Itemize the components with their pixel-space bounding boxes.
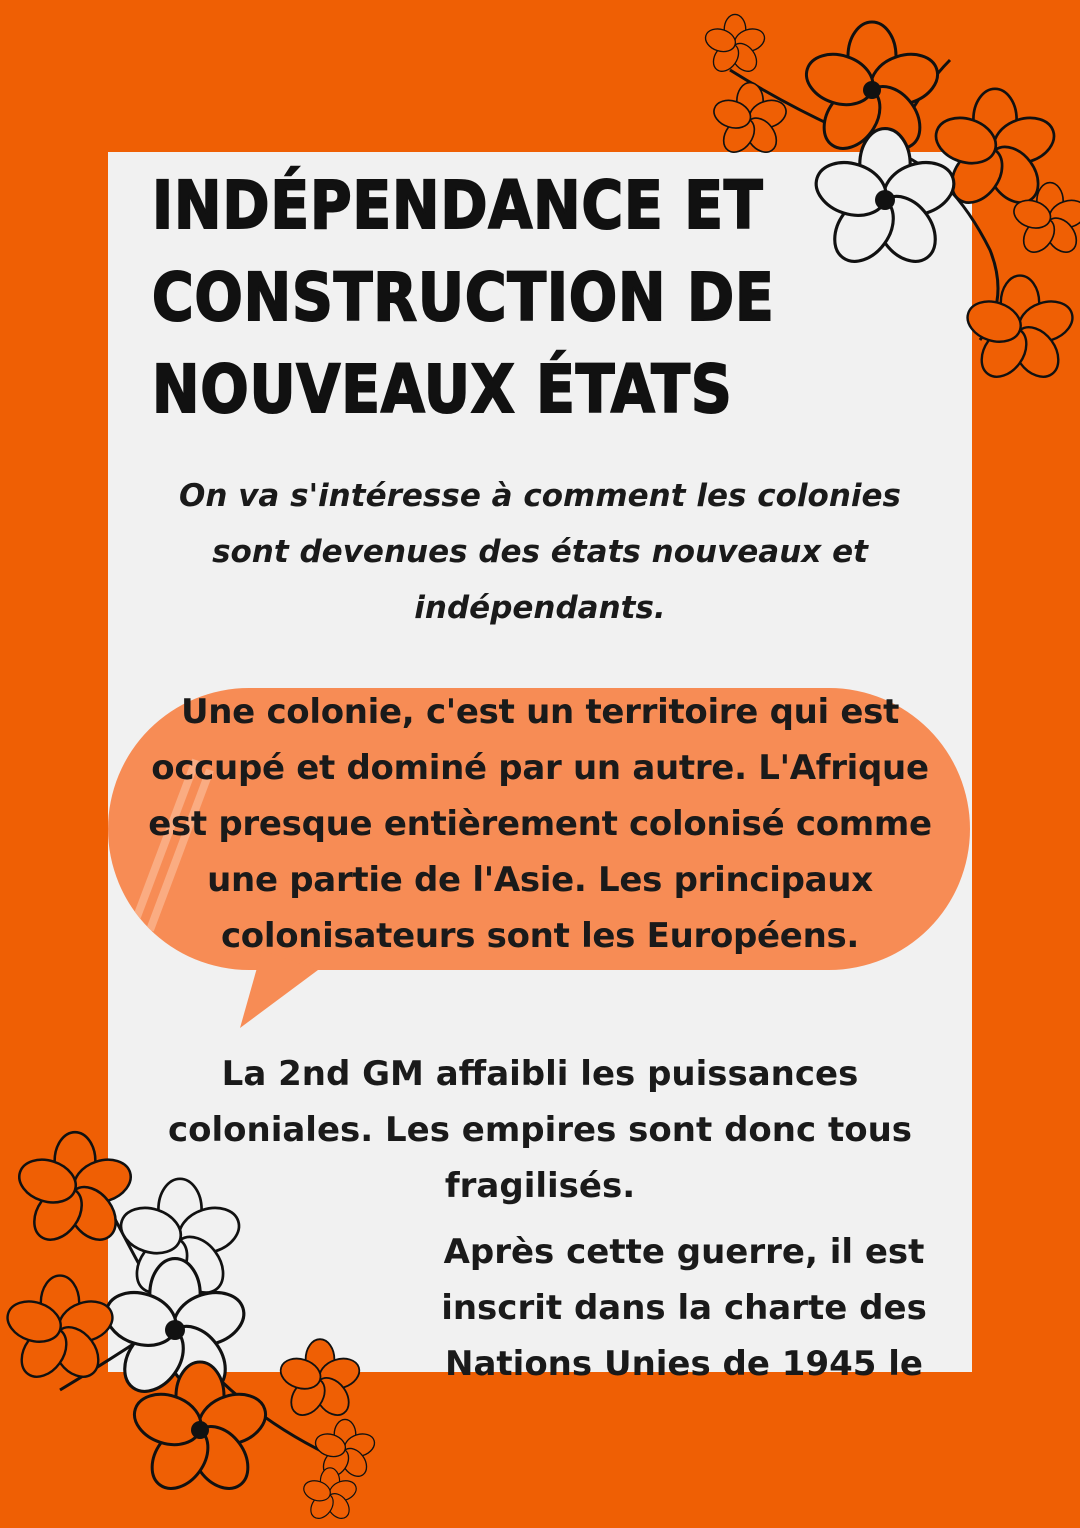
page-title <box>152 160 775 436</box>
paragraph-line: coloniales. Les empires sont donc tous <box>167 1110 913 1150</box>
intro-paragraph <box>108 468 972 636</box>
paragraph-line: Après cette guerre, il est <box>443 1232 925 1272</box>
paragraph-line: fragilisés. <box>444 1166 636 1206</box>
title-line: CONSTRUCTION DE <box>152 259 775 336</box>
definition-line: est presque entièrement colonisé comme <box>148 804 932 844</box>
paragraph-line: inscrit dans la charte des <box>441 1288 927 1328</box>
intro-line: sont devenues des états nouveaux et <box>212 534 868 570</box>
title-line: INDÉPENDANCE ET <box>152 167 764 244</box>
definition-line: colonisateurs sont les Européens. <box>220 916 860 956</box>
un-charter-paragraph <box>404 1224 964 1392</box>
paragraph-line: Nations Unies de 1945 le <box>445 1344 923 1384</box>
intro-line: On va s'intéresse à comment les colonies <box>178 478 901 514</box>
title-line: NOUVEAUX ÉTATS <box>152 351 733 428</box>
definition-line: une partie de l'Asie. Les principaux <box>207 860 873 900</box>
definition-line: Une colonie, c'est un territoire qui est <box>180 692 900 732</box>
intro-line: indépendants. <box>414 590 666 626</box>
colony-definition-text <box>104 684 976 964</box>
ww2-paragraph <box>118 1046 962 1214</box>
definition-line: occupé et dominé par un autre. L'Afrique <box>151 748 929 788</box>
paragraph-line: La 2nd GM affaibli les puissances <box>221 1054 859 1094</box>
